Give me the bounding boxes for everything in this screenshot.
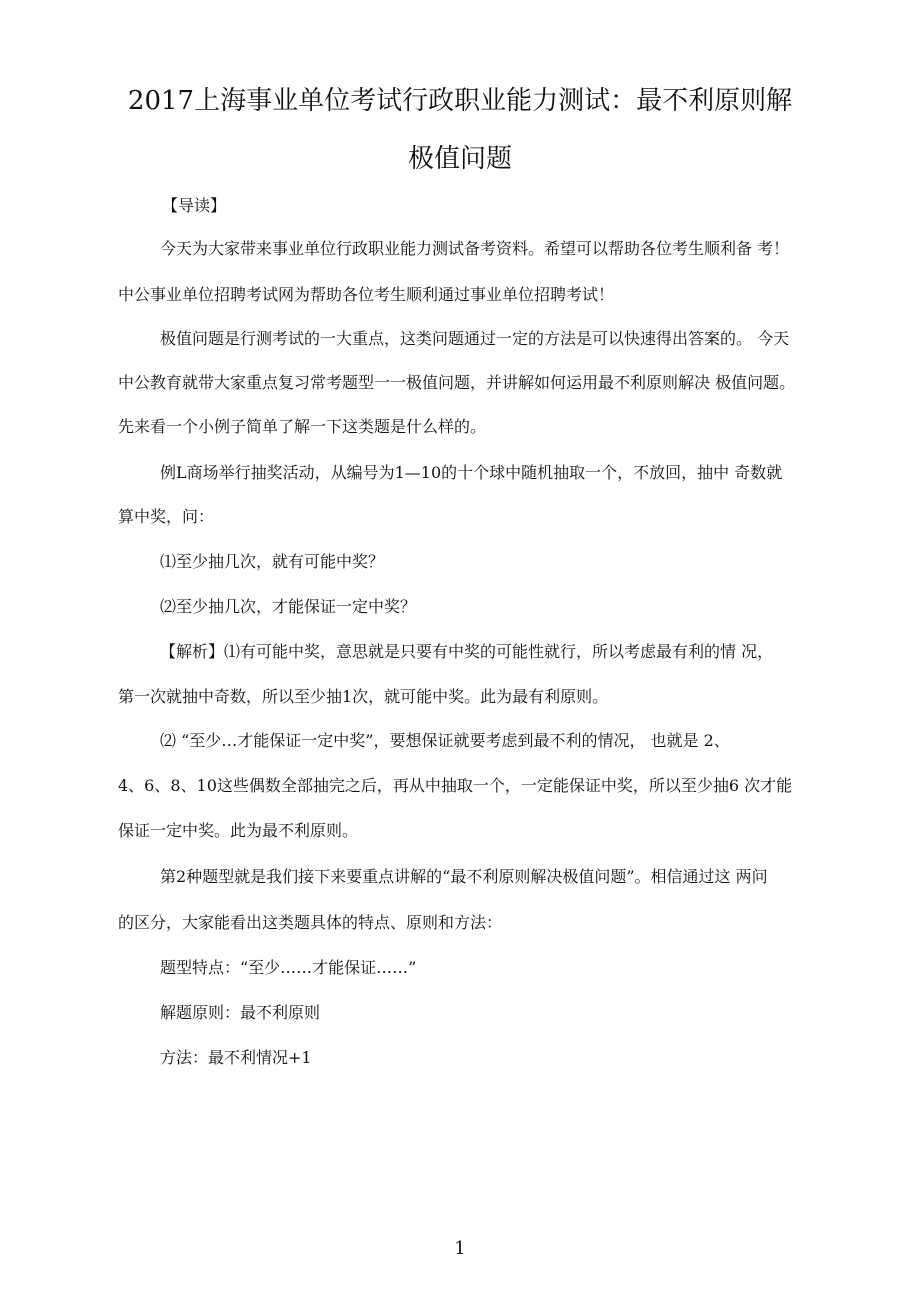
type2-line-1: 第2种题型就是我们接下来要重点讲解的“最不利原则解决极值问题”。相信通过这 两问 — [160, 867, 768, 886]
analysis-line-2: 第一次就抽中奇数，所以至少抽1次，就可能中奖。此为最有利原则。 — [118, 687, 609, 706]
analysis-line-5: 保证一定中奖。此为最不利原则。 — [118, 821, 359, 840]
paragraph-2-line-3: 先来看一个小例子简单了解一下这类题是什么样的。 — [118, 417, 487, 436]
document-title-line-2: 极值问题 — [407, 144, 512, 174]
summary-feature: 题型特点：“至少……才能保证……” — [160, 958, 417, 977]
guide-heading: 【导读】 — [162, 196, 227, 215]
example-question-2: ⑵至少抽几次，才能保证一定中奖？ — [160, 597, 417, 616]
document-title-line-1: 2017上海事业单位考试行政职业能力测试：最不利原则解 — [127, 86, 793, 116]
analysis-line-4: 4、6、8、10这些偶数全部抽完之后，再从中抽取一个，一定能保证中奖，所以至少抽6 次才能 — [118, 776, 793, 795]
example-question-1: ⑴至少抽几次，就有可能中奖？ — [160, 552, 385, 571]
analysis-line-1: 【解析】⑴有可能中奖，意思就是只要有中奖的可能性就行，所以考虑最有利的情 况， — [160, 642, 774, 661]
analysis-line-3: ⑵ “至少…才能保证一定中奖”，要想保证就要考虑到最不利的情况， 也就是 2、 — [160, 731, 730, 750]
example-line-2: 算中奖，问： — [118, 507, 215, 526]
type2-line-2: 的区分，大家能看出这类题具体的特点、原则和方法： — [118, 913, 503, 932]
page-number: 1 — [454, 1238, 466, 1259]
paragraph-2-line-2: 中公教育就带大家重点复习常考题型一一极值问题，并讲解如何运用最不利原则解决 极值问题。 — [118, 373, 796, 392]
summary-method: 方法：最不利情况+1 — [160, 1048, 312, 1067]
intro-line-1: 今天为大家带来事业单位行政职业能力测试备考资料。希望可以帮助各位考生顺利备 考！ — [160, 239, 790, 258]
summary-principle: 解题原则：最不利原则 — [160, 1003, 321, 1022]
example-line-1: 例L商场举行抽奖活动，从编号为1—10的十个球中随机抽取一个，不放回，抽中 奇数就 — [160, 463, 783, 482]
intro-line-2: 中公事业单位招聘考试网为帮助各位考生顺利通过事业单位招聘考试！ — [118, 285, 615, 304]
paragraph-2-line-1: 极值问题是行测考试的一大重点，这类问题通过一定的方法是可以快速得出答案的。 今天 — [160, 329, 790, 348]
